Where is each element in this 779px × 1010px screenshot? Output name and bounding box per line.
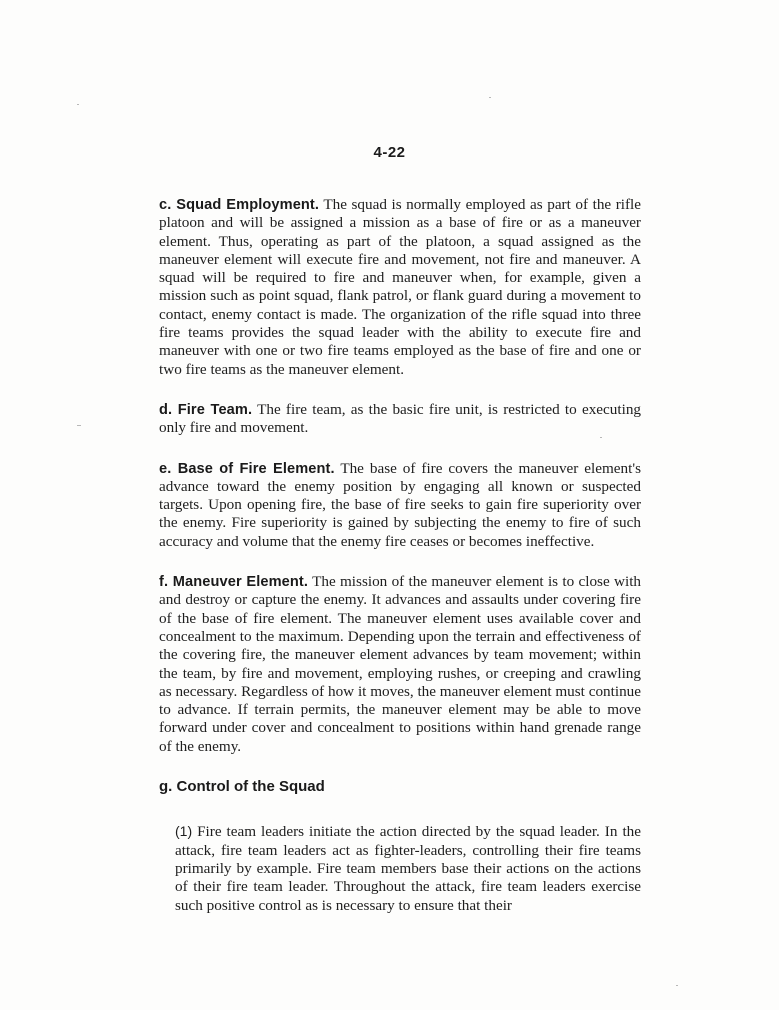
section-e-text: The base of fire covers the maneuver element's advance toward the enemy position by engaging all known or suspected targets. Upon opening fire, the base of fire seeks to gain fire superiority over the enemy. Fire superiority is gained by subjecting the enemy to fire of such accuracy and volume that the enemy fire ceases or becomes ineffective. <box>159 459 642 550</box>
section-d-letter: d. <box>159 401 173 418</box>
section-c <box>159 196 641 379</box>
subparagraph-text: Fire team leaders initiate the action directed by the squad leader. In the attack, fire team leaders act as fighter-leaders, controlling their fire teams primarily by example. Fire team members base their actions on the actions of their fire team leader. Throughout the attack, fire team leaders exercise such positive control as is necessary to ensure that their <box>175 823 641 914</box>
scan-speck <box>77 425 81 426</box>
scan-speck <box>489 97 491 98</box>
section-e-title: Base of Fire Element. <box>177 460 335 477</box>
scan-speck <box>77 104 79 105</box>
section-g-subparagraph-1 <box>159 822 641 914</box>
subparagraph-number: (1) <box>175 823 193 840</box>
section-e-letter: e. <box>159 460 172 477</box>
section-f-heading <box>159 574 308 590</box>
section-d-heading <box>159 402 252 418</box>
section-e <box>159 460 641 551</box>
section-f <box>159 573 641 756</box>
page-number: 4-22 <box>373 144 406 161</box>
section-c-heading <box>159 197 319 213</box>
section-g-heading: g. Control of the Squad <box>159 778 325 796</box>
document-body <box>159 196 641 915</box>
section-c-title: Squad Employment. <box>176 197 320 213</box>
section-c-letter: c. <box>159 197 172 213</box>
section-f-title: Maneuver Element. <box>172 574 309 591</box>
section-d-title: Fire Team. <box>177 401 253 418</box>
section-d-text: The fire team, as the basic fire unit, is restricted to executing only fire and movement. <box>159 400 642 437</box>
section-c-text: The squad is normally employed as part of the rifle platoon and will be assigned a mission as a base of fire or as a maneuver element. Thus, operating as part of the platoon, a squad assigned as the maneuver element will execute fire and movement, not fire and maneuver. A squad will be required to fire and maneuver when, for example, given a mission such as point squad, flank patrol, or flank guard during a movement to contact, enemy contact is made. The organization of the rifle squad into three fire teams provides the squad leader with the ability to execute fire and maneuver with one or two fire teams employed as the base of fire and one or two fire teams as the maneuver element. <box>159 196 642 378</box>
section-f-text: The mission of the maneuver element is to close with and destroy or capture the enemy. It advances and assaults under covering fire of the base of fire element. The maneuver element uses available cover and concealment to the maximum. Depending upon the terrain and effectiveness of the covering fire, the maneuver element advances by team movement; within the team, by fire and movement, employing rushes, or creeping and crawling as necessary. Regardless of how it moves, the maneuver element must continue to advance. If terrain permits, the maneuver element may be able to move forward under cover and concealment to positions within hand grenade range of the enemy. <box>159 573 642 755</box>
section-d <box>159 401 641 438</box>
section-e-heading <box>159 461 335 477</box>
scan-speck <box>676 985 678 986</box>
section-f-letter: f. <box>159 574 169 591</box>
